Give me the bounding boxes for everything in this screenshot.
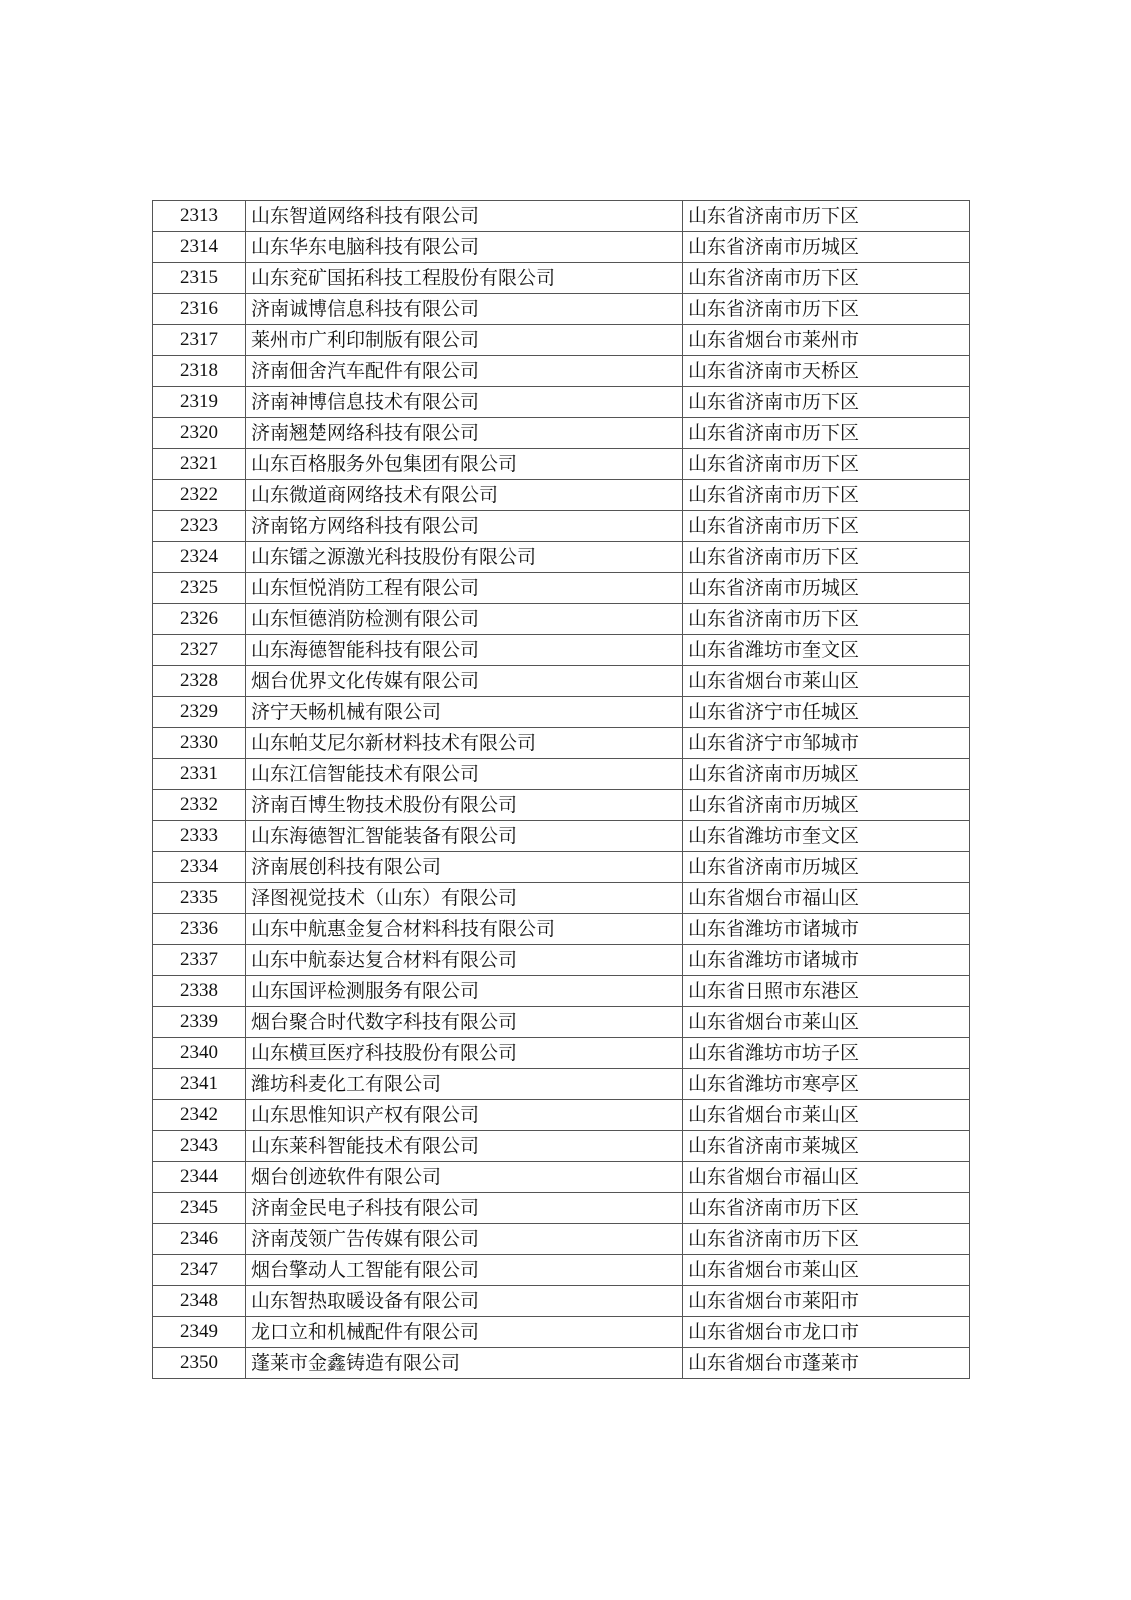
company-name-cell: 济南金民电子科技有限公司: [246, 1193, 683, 1224]
company-name-cell: 山东华东电脑科技有限公司: [246, 232, 683, 263]
table-row: [153, 263, 970, 294]
location-cell: 山东省烟台市福山区: [683, 1162, 970, 1193]
company-table: [152, 200, 970, 1379]
table-row: [153, 976, 970, 1007]
company-name-cell: 烟台创迹软件有限公司: [246, 1162, 683, 1193]
location-cell: 山东省济南市历城区: [683, 759, 970, 790]
company-name-cell: 济南翘楚网络科技有限公司: [246, 418, 683, 449]
location-cell: 山东省济南市历下区: [683, 480, 970, 511]
location-cell: 山东省烟台市莱阳市: [683, 1286, 970, 1317]
row-number-cell: 2326: [153, 604, 246, 635]
location-cell: 山东省济南市历下区: [683, 1224, 970, 1255]
company-name-cell: 山东兖矿国拓科技工程股份有限公司: [246, 263, 683, 294]
row-number-cell: 2331: [153, 759, 246, 790]
company-name-cell: 山东恒悦消防工程有限公司: [246, 573, 683, 604]
table-row: [153, 635, 970, 666]
company-name-cell: 蓬莱市金鑫铸造有限公司: [246, 1348, 683, 1379]
company-name-cell: 济宁天畅机械有限公司: [246, 697, 683, 728]
table-row: [153, 542, 970, 573]
table-row: [153, 1286, 970, 1317]
location-cell: 山东省济宁市邹城市: [683, 728, 970, 759]
table-row: [153, 852, 970, 883]
row-number-cell: 2340: [153, 1038, 246, 1069]
table-row: [153, 821, 970, 852]
company-name-cell: 山东思惟知识产权有限公司: [246, 1100, 683, 1131]
table-row: [153, 604, 970, 635]
row-number-cell: 2349: [153, 1317, 246, 1348]
row-number-cell: 2329: [153, 697, 246, 728]
company-name-cell: 烟台聚合时代数字科技有限公司: [246, 1007, 683, 1038]
table-row: [153, 1317, 970, 1348]
table-row: [153, 666, 970, 697]
table-row: [153, 418, 970, 449]
table-row: [153, 232, 970, 263]
company-name-cell: 山东智道网络科技有限公司: [246, 201, 683, 232]
table-row: [153, 511, 970, 542]
table-row: [153, 294, 970, 325]
location-cell: 山东省烟台市莱山区: [683, 666, 970, 697]
location-cell: 山东省烟台市莱山区: [683, 1100, 970, 1131]
table-row: [153, 1131, 970, 1162]
table-row: [153, 1162, 970, 1193]
location-cell: 山东省济南市历城区: [683, 573, 970, 604]
company-name-cell: 山东恒德消防检测有限公司: [246, 604, 683, 635]
row-number-cell: 2350: [153, 1348, 246, 1379]
row-number-cell: 2339: [153, 1007, 246, 1038]
location-cell: 山东省济南市历下区: [683, 418, 970, 449]
location-cell: 山东省济南市历城区: [683, 852, 970, 883]
row-number-cell: 2342: [153, 1100, 246, 1131]
table-row: [153, 1007, 970, 1038]
company-name-cell: 济南神博信息技术有限公司: [246, 387, 683, 418]
row-number-cell: 2330: [153, 728, 246, 759]
location-cell: 山东省烟台市莱山区: [683, 1255, 970, 1286]
location-cell: 山东省济南市历下区: [683, 201, 970, 232]
company-name-cell: 山东百格服务外包集团有限公司: [246, 449, 683, 480]
location-cell: 山东省济南市莱城区: [683, 1131, 970, 1162]
row-number-cell: 2334: [153, 852, 246, 883]
table-row: [153, 480, 970, 511]
row-number-cell: 2319: [153, 387, 246, 418]
table-row: [153, 325, 970, 356]
table-row: [153, 759, 970, 790]
company-name-cell: 济南诚博信息科技有限公司: [246, 294, 683, 325]
row-number-cell: 2316: [153, 294, 246, 325]
location-cell: 山东省济南市历下区: [683, 1193, 970, 1224]
company-name-cell: 潍坊科麦化工有限公司: [246, 1069, 683, 1100]
company-name-cell: 山东横亘医疗科技股份有限公司: [246, 1038, 683, 1069]
company-name-cell: 济南百博生物技术股份有限公司: [246, 790, 683, 821]
company-name-cell: 山东中航惠金复合材料科技有限公司: [246, 914, 683, 945]
company-table-body: [153, 201, 970, 1379]
row-number-cell: 2318: [153, 356, 246, 387]
row-number-cell: 2327: [153, 635, 246, 666]
table-row: [153, 387, 970, 418]
location-cell: 山东省潍坊市诸城市: [683, 945, 970, 976]
location-cell: 山东省济南市历下区: [683, 387, 970, 418]
row-number-cell: 2346: [153, 1224, 246, 1255]
row-number-cell: 2337: [153, 945, 246, 976]
company-name-cell: 山东海德智汇智能装备有限公司: [246, 821, 683, 852]
table-row: [153, 883, 970, 914]
company-name-cell: 烟台优界文化传媒有限公司: [246, 666, 683, 697]
location-cell: 山东省潍坊市奎文区: [683, 821, 970, 852]
row-number-cell: 2317: [153, 325, 246, 356]
location-cell: 山东省潍坊市诸城市: [683, 914, 970, 945]
row-number-cell: 2321: [153, 449, 246, 480]
table-row: [153, 449, 970, 480]
table-row: [153, 356, 970, 387]
company-name-cell: 泽图视觉技术（山东）有限公司: [246, 883, 683, 914]
location-cell: 山东省济南市历下区: [683, 511, 970, 542]
company-name-cell: 山东微道商网络技术有限公司: [246, 480, 683, 511]
company-name-cell: 龙口立和机械配件有限公司: [246, 1317, 683, 1348]
location-cell: 山东省潍坊市奎文区: [683, 635, 970, 666]
row-number-cell: 2313: [153, 201, 246, 232]
company-name-cell: 山东帕艾尼尔新材料技术有限公司: [246, 728, 683, 759]
row-number-cell: 2347: [153, 1255, 246, 1286]
table-row: [153, 1224, 970, 1255]
company-name-cell: 莱州市广利印制版有限公司: [246, 325, 683, 356]
location-cell: 山东省济宁市任城区: [683, 697, 970, 728]
company-name-cell: 济南铭方网络科技有限公司: [246, 511, 683, 542]
table-row: [153, 697, 970, 728]
row-number-cell: 2323: [153, 511, 246, 542]
location-cell: 山东省日照市东港区: [683, 976, 970, 1007]
row-number-cell: 2322: [153, 480, 246, 511]
row-number-cell: 2335: [153, 883, 246, 914]
table-row: [153, 790, 970, 821]
row-number-cell: 2314: [153, 232, 246, 263]
row-number-cell: 2315: [153, 263, 246, 294]
row-number-cell: 2338: [153, 976, 246, 1007]
row-number-cell: 2348: [153, 1286, 246, 1317]
location-cell: 山东省烟台市蓬莱市: [683, 1348, 970, 1379]
table-row: [153, 945, 970, 976]
table-row: [153, 1100, 970, 1131]
table-row: [153, 914, 970, 945]
table-row: [153, 1348, 970, 1379]
company-name-cell: 烟台擎动人工智能有限公司: [246, 1255, 683, 1286]
company-name-cell: 山东镭之源激光科技股份有限公司: [246, 542, 683, 573]
company-name-cell: 山东莱科智能技术有限公司: [246, 1131, 683, 1162]
location-cell: 山东省济南市历下区: [683, 542, 970, 573]
location-cell: 山东省烟台市莱州市: [683, 325, 970, 356]
row-number-cell: 2345: [153, 1193, 246, 1224]
location-cell: 山东省烟台市莱山区: [683, 1007, 970, 1038]
row-number-cell: 2344: [153, 1162, 246, 1193]
table-row: [153, 201, 970, 232]
table-row: [153, 1069, 970, 1100]
company-name-cell: 济南展创科技有限公司: [246, 852, 683, 883]
location-cell: 山东省烟台市龙口市: [683, 1317, 970, 1348]
company-name-cell: 山东智热取暖设备有限公司: [246, 1286, 683, 1317]
row-number-cell: 2325: [153, 573, 246, 604]
table-row: [153, 728, 970, 759]
row-number-cell: 2343: [153, 1131, 246, 1162]
row-number-cell: 2332: [153, 790, 246, 821]
location-cell: 山东省济南市天桥区: [683, 356, 970, 387]
row-number-cell: 2341: [153, 1069, 246, 1100]
table-row: [153, 1038, 970, 1069]
row-number-cell: 2328: [153, 666, 246, 697]
location-cell: 山东省济南市历下区: [683, 294, 970, 325]
row-number-cell: 2336: [153, 914, 246, 945]
location-cell: 山东省济南市历下区: [683, 449, 970, 480]
location-cell: 山东省烟台市福山区: [683, 883, 970, 914]
company-name-cell: 济南佃舍汽车配件有限公司: [246, 356, 683, 387]
row-number-cell: 2333: [153, 821, 246, 852]
company-name-cell: 山东中航泰达复合材料有限公司: [246, 945, 683, 976]
table-row: [153, 1193, 970, 1224]
company-name-cell: 济南茂领广告传媒有限公司: [246, 1224, 683, 1255]
location-cell: 山东省潍坊市寒亭区: [683, 1069, 970, 1100]
location-cell: 山东省济南市历城区: [683, 790, 970, 821]
location-cell: 山东省济南市历下区: [683, 263, 970, 294]
table-row: [153, 1255, 970, 1286]
location-cell: 山东省潍坊市坊子区: [683, 1038, 970, 1069]
company-name-cell: 山东国评检测服务有限公司: [246, 976, 683, 1007]
row-number-cell: 2324: [153, 542, 246, 573]
company-name-cell: 山东江信智能技术有限公司: [246, 759, 683, 790]
row-number-cell: 2320: [153, 418, 246, 449]
table-row: [153, 573, 970, 604]
location-cell: 山东省济南市历下区: [683, 604, 970, 635]
location-cell: 山东省济南市历城区: [683, 232, 970, 263]
company-name-cell: 山东海德智能科技有限公司: [246, 635, 683, 666]
